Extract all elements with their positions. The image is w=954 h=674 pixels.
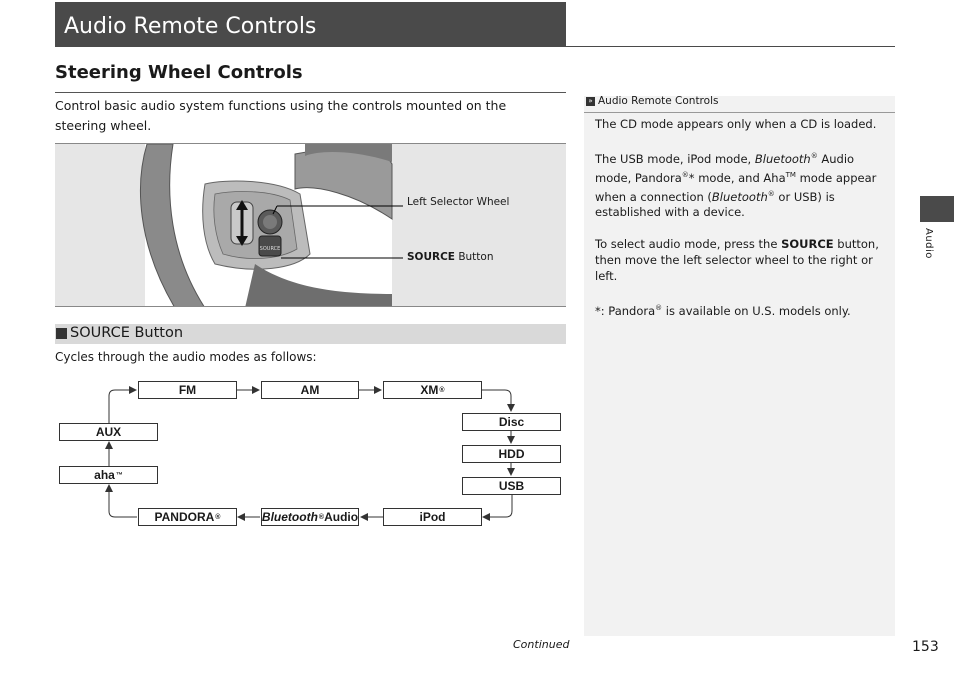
mode-bluetooth-rest: Audio <box>324 510 359 524</box>
mode-pandora-sup: ® <box>215 513 221 521</box>
mode-hdd <box>462 445 561 463</box>
mode-pandora <box>138 508 237 526</box>
mode-disc <box>462 413 561 431</box>
cycles-text: Cycles through the audio modes as follows: <box>55 350 317 364</box>
double-chevron-icon: » <box>586 97 595 106</box>
mode-ipod-label: iPod <box>419 510 446 524</box>
chapter-tab-label: Audio <box>923 228 934 259</box>
intro-text: Control basic audio system functions using the controls mounted on the steering wheel. <box>55 98 507 133</box>
mode-bluetooth-label: Bluetooth <box>261 510 318 524</box>
steering-wheel-illustration <box>55 144 566 307</box>
side-note-cd: The CD mode appears only when a CD is loaded. <box>595 117 877 131</box>
side-note-modes: The USB mode, iPod mode, Bluetooth® Audio mode, Pandora®* mode, and Aha™ mode appear when a connection (Bluetooth® or USB) is established with a device. <box>595 151 877 220</box>
mode-xm-sup: ® <box>439 386 445 394</box>
mode-fm-label: FM <box>178 383 197 397</box>
side-note-pandora: *: Pandora® is available on U.S. models only. <box>595 304 851 319</box>
mode-hdd-label: HDD <box>498 447 525 461</box>
mode-fm <box>138 381 237 399</box>
page-title: Audio Remote Controls <box>64 14 317 39</box>
source-button-heading: SOURCE Button <box>70 325 184 341</box>
side-note-body <box>595 116 887 335</box>
callout-source-rest: Button <box>454 251 494 263</box>
mode-usb <box>462 477 561 495</box>
mode-xm <box>383 381 482 399</box>
mode-disc-label: Disc <box>498 415 525 429</box>
mode-usb-label: USB <box>498 479 525 493</box>
callout-left-selector-wheel: Left Selector Wheel <box>407 196 510 208</box>
section-rule <box>55 92 566 93</box>
mode-aux-label: AUX <box>95 425 122 439</box>
mode-aha-sup: ™ <box>115 471 123 479</box>
side-note-select: To select audio mode, press the SOURCE button, then move the left selector wheel to the right or left. <box>595 237 879 284</box>
mode-pandora-label: PANDORA <box>154 510 215 524</box>
mode-xm-label: XM <box>420 383 439 397</box>
chapter-tab <box>920 196 954 222</box>
title-rule <box>55 46 895 47</box>
mode-aha-label: aha <box>94 468 115 482</box>
mode-am <box>261 381 359 399</box>
mode-ipod <box>383 508 482 526</box>
mode-bluetooth-audio <box>261 508 359 526</box>
side-note-heading: Audio Remote Controls <box>584 95 895 113</box>
mode-bluetooth-sup: ® <box>318 513 325 521</box>
mode-aha <box>59 466 158 484</box>
section-title: Steering Wheel Controls <box>55 62 303 83</box>
knob-source-label: SOURCE <box>259 246 281 252</box>
callout-source-button <box>407 251 494 263</box>
mode-aux <box>59 423 158 441</box>
mode-am-label: AM <box>300 383 320 397</box>
page-number: 153 <box>912 639 939 655</box>
callout-source-bold: SOURCE <box>407 251 455 263</box>
continued-label: Continued <box>513 638 570 651</box>
steering-wheel-figure <box>55 143 566 307</box>
subhead-bullet-icon <box>56 328 67 339</box>
